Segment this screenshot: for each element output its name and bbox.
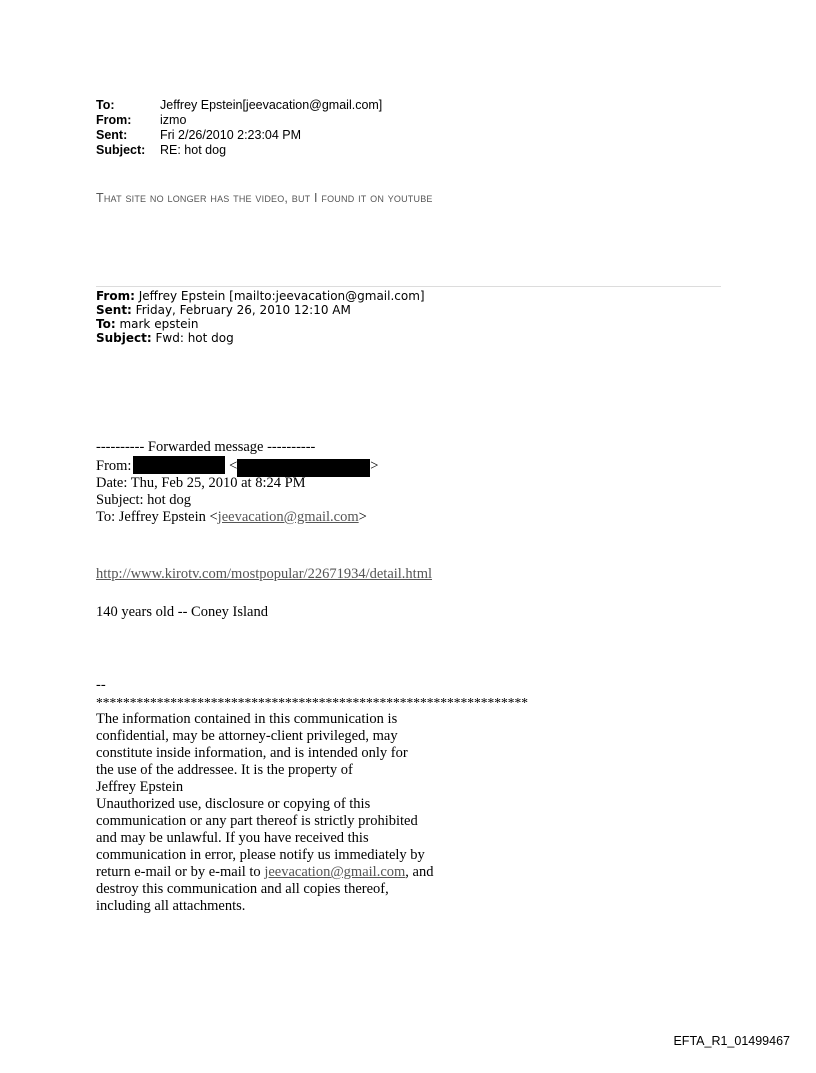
orig-to-value: mark epstein	[115, 317, 199, 331]
redaction-box	[133, 456, 225, 474]
signature-line: including all attachments.	[96, 898, 246, 914]
forwarded-date-row: Date: Thu, Feb 25, 2010 at 8:24 PM	[96, 475, 306, 491]
article-url	[96, 566, 432, 583]
orig-subject-value: Fwd: hot dog	[151, 331, 234, 345]
signature-line: The information contained in this communication is	[96, 711, 398, 727]
forwarded-from-label: From:	[96, 458, 132, 474]
orig-sent-row	[96, 303, 425, 317]
reply-body: That site no longer has the video, but I found it on youtube	[96, 191, 433, 205]
signature-line: Unauthorized use, disclosure or copying of this	[96, 796, 371, 812]
header-to-value: Jeffrey Epstein[jeevacation@gmail.com]	[160, 98, 383, 112]
header-sent-value: Fri 2/26/2010 2:23:04 PM	[160, 128, 302, 142]
orig-from-row	[96, 289, 425, 303]
signature-return-prefix: return e-mail or by e-mail to	[96, 864, 265, 880]
orig-to-row	[96, 317, 425, 331]
orig-sent-value: Friday, February 26, 2010 12:10 AM	[131, 303, 351, 317]
forwarded-subject-row: Subject: hot dog	[96, 492, 192, 508]
confidentiality-signature	[96, 677, 616, 915]
forwarded-to-suffix: >	[358, 509, 367, 525]
signature-stars: ****************************************************************	[96, 695, 528, 710]
signature-dashes: --	[96, 677, 106, 693]
signature-line: communication in error, please notify us immediately by	[96, 847, 425, 863]
signature-line: constitute inside information, and is intended only for	[96, 745, 408, 761]
header-sent-row	[96, 128, 382, 143]
orig-subject-row	[96, 331, 425, 345]
signature-line: destroy this communication and all copies thereof,	[96, 881, 389, 897]
email-header	[96, 98, 382, 158]
signature-line: the use of the addressee. It is the property of	[96, 762, 353, 778]
header-subject-row	[96, 143, 382, 158]
forwarded-message	[96, 439, 556, 526]
gt-sign: >	[370, 458, 379, 474]
header-sent-label: Sent:	[96, 128, 128, 142]
body-line: 140 years old -- Coney Island	[96, 604, 268, 620]
forwarded-from-row	[96, 456, 556, 475]
header-subject-value: RE: hot dog	[160, 143, 227, 157]
signature-line: Jeffrey Epstein	[96, 779, 184, 795]
orig-subject-label: Subject:	[96, 331, 152, 345]
header-from-label: From:	[96, 113, 132, 127]
header-to-row	[96, 98, 382, 113]
signature-return-suffix: , and	[405, 864, 434, 880]
divider-line	[96, 286, 721, 287]
original-message-header	[96, 289, 425, 345]
forwarded-to-row	[96, 509, 556, 526]
lt-sign: <	[229, 458, 238, 474]
header-subject-label: Subject:	[96, 143, 146, 157]
orig-to-label: To:	[96, 317, 116, 331]
orig-from-label: From:	[96, 289, 135, 303]
header-from-row	[96, 113, 382, 128]
orig-sent-label: Sent:	[96, 303, 132, 317]
signature-line: confidential, may be attorney-client privileged, may	[96, 728, 398, 744]
forwarded-to-prefix: To: Jeffrey Epstein <	[96, 509, 218, 525]
article-url-link[interactable]: http://www.kirotv.com/mostpopular/22671934/detail.html	[96, 566, 433, 582]
signature-line: communication or any part thereof is strictly prohibited	[96, 813, 418, 829]
forwarded-divider: ---------- Forwarded message ----------	[96, 439, 316, 455]
signature-email-link[interactable]: jeevacation@gmail.com	[264, 864, 406, 880]
signature-line: and may be unlawful. If you have received this	[96, 830, 369, 846]
header-to-label: To:	[96, 98, 115, 112]
header-from-value: izmo	[160, 113, 187, 127]
document-id-footer: EFTA_R1_01499467	[673, 1034, 790, 1048]
orig-from-value: Jeffrey Epstein [mailto:jeevacation@gmail.com]	[134, 289, 425, 303]
signature-return-row	[96, 864, 616, 881]
forwarded-to-email-link[interactable]: jeevacation@gmail.com	[217, 509, 359, 525]
